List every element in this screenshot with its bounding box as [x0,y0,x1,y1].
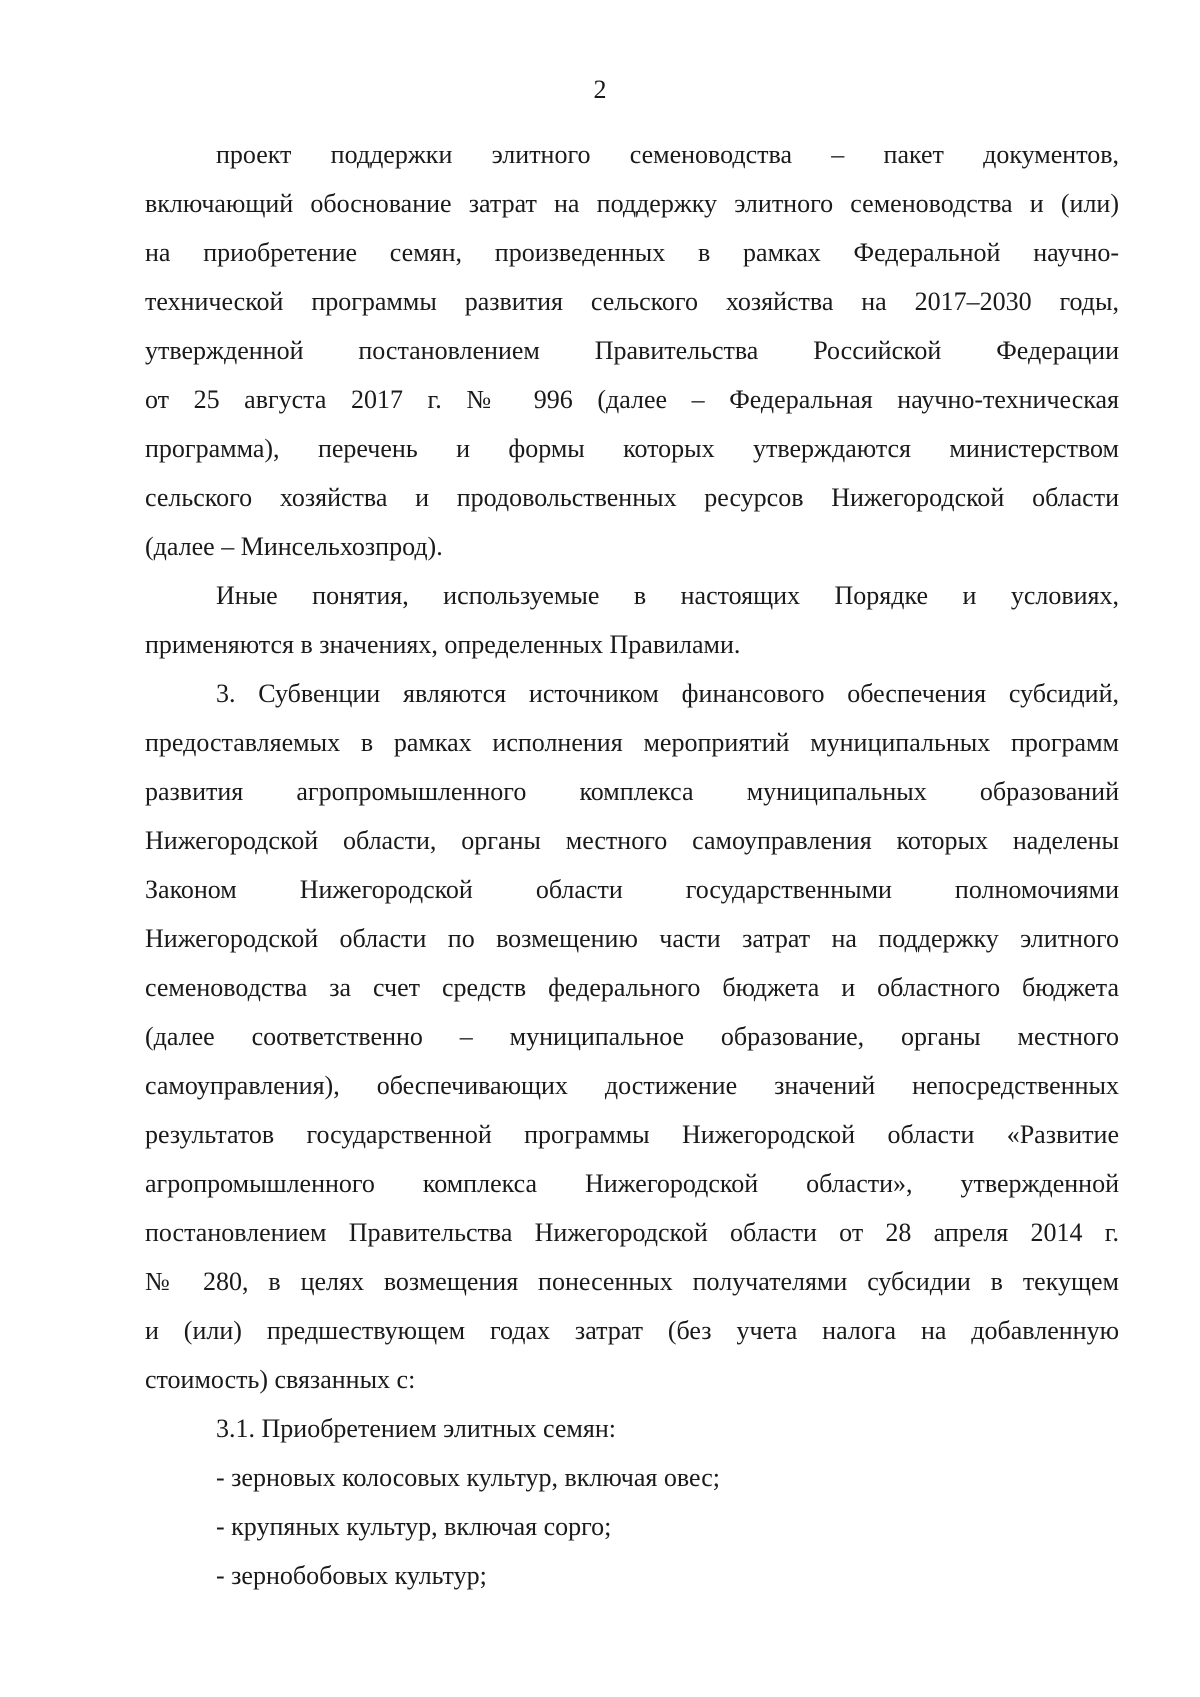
text-line: и (или) предшествующем годах затрат (без учета налога на добавленную [145,1316,1119,1345]
text-line: самоуправления), обеспечивающих достижение значений непосредственных [145,1071,1119,1100]
text-line: агропромышленного комплекса Нижегородской области», утвержденной [145,1169,1119,1198]
text-line: применяются в значениях, определенных Правилами. [145,630,741,659]
text-line: семеноводства за счет средств федерального бюджета и областного бюджета [145,973,1119,1002]
text-line: Иные понятия, используемые в настоящих Порядке и условиях, [216,581,1119,610]
text-line: результатов государственной программы Нижегородской области «Развитие [145,1120,1119,1149]
clause-3-1-heading: 3.1. Приобретением элитных семян: [216,1414,616,1443]
list-item: - зернобобовых культур; [216,1561,487,1590]
text-line: утвержденной постановлением Правительства Российской Федерации [145,336,1119,365]
text-line: 3. Субвенции являются источником финансового обеспечения субсидий, [216,679,1119,708]
text-line: Нижегородской области, органы местного самоуправления которых наделены [145,826,1119,855]
text-line: включающий обоснование затрат на поддержку элитного семеноводства и (или) [145,189,1119,218]
text-line: предоставляемых в рамках исполнения мероприятий муниципальных программ [145,728,1119,757]
text-line: стоимость) связанных с: [145,1365,416,1394]
list-item: - крупяных культур, включая сорго; [216,1512,612,1541]
text-line: от 25 августа 2017 г. № 996 (далее – Федеральная научно-техническая [145,385,1119,414]
text-line: проект поддержки элитного семеноводства – пакет документов, [216,140,1119,169]
text-line: постановлением Правительства Нижегородской области от 28 апреля 2014 г. [145,1218,1119,1247]
text-line: (далее соответственно – муниципальное образование, органы местного [145,1022,1119,1051]
paragraph-definition [145,130,1119,571]
text-line: программа), перечень и формы которых утверждаются министерством [145,434,1119,463]
text-line: № 280, в целях возмещения понесенных получателями субсидии в текущем [145,1267,1119,1296]
list-item: - зерновых колосовых культур, включая овес; [216,1463,720,1492]
paragraph-clause-3 [145,669,1119,1404]
text-line: технической программы развития сельского хозяйства на 2017–2030 годы, [145,287,1119,316]
text-line: сельского хозяйства и продовольственных ресурсов Нижегородской области [145,483,1119,512]
document-body [145,130,1119,1600]
page-number: 2 [593,75,607,104]
paragraph-other-terms [145,571,1119,669]
text-line: (далее – Минсельхозпрод). [145,532,443,561]
text-line: развития агропромышленного комплекса муниципальных образований [145,777,1119,806]
text-line: Нижегородской области по возмещению части затрат на поддержку элитного [145,924,1119,953]
text-line: на приобретение семян, произведенных в рамках Федеральной научно- [145,238,1119,267]
text-line: Законом Нижегородской области государственными полномочиями [145,875,1119,904]
